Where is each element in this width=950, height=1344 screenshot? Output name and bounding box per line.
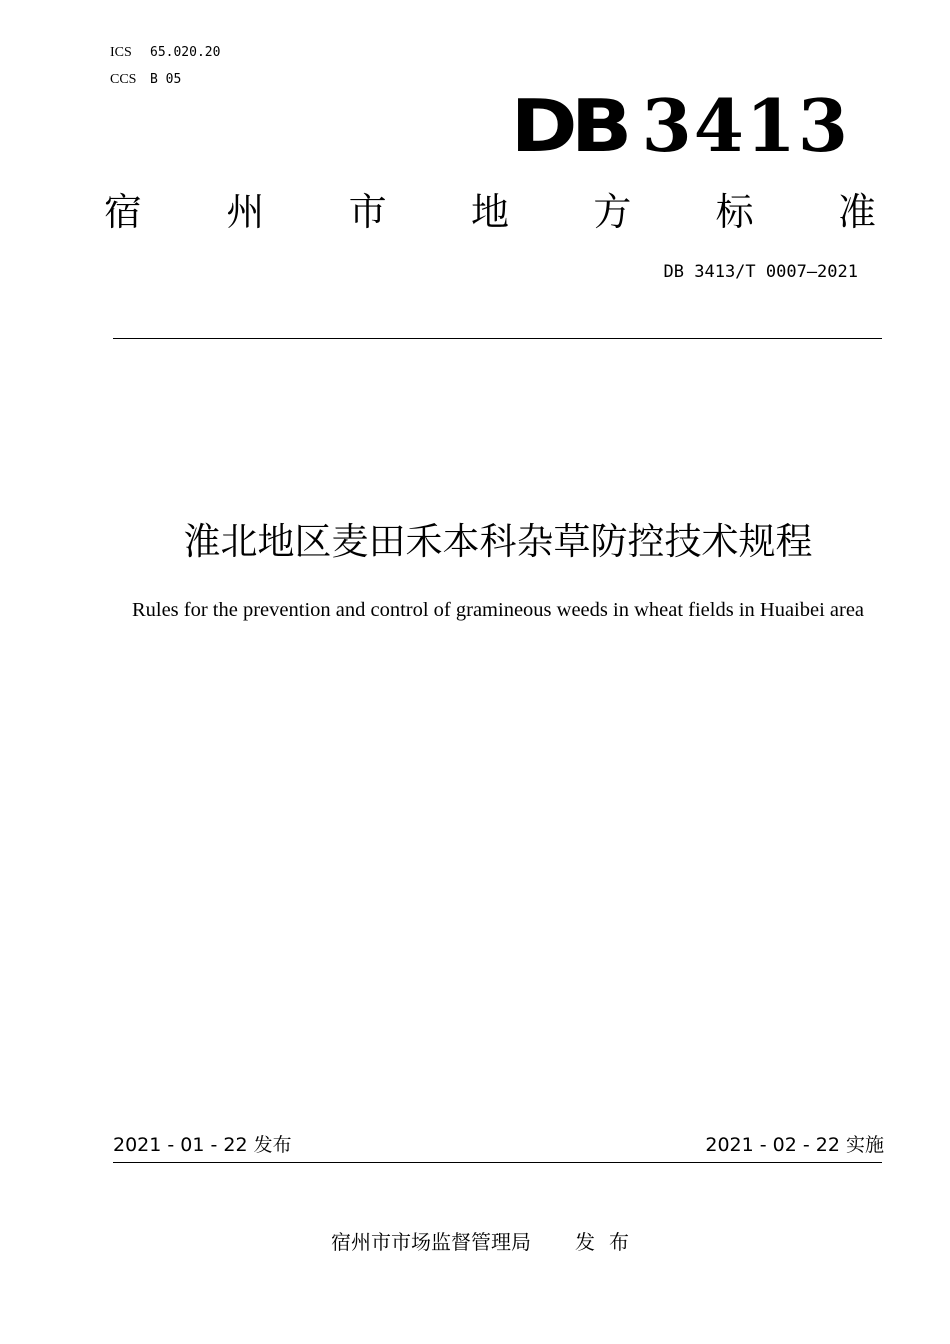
standard-type-char: 地 [470, 189, 509, 234]
ccs-label: CCS [110, 72, 137, 87]
ccs-row [110, 70, 181, 90]
top-divider [113, 338, 882, 339]
standard-type-char: 州 [226, 189, 265, 234]
standard-type-char: 方 [593, 189, 632, 234]
implement-date: 2021 - 02 - 22 实施 [705, 1134, 884, 1156]
standard-type-char: 市 [348, 189, 387, 234]
title-english: Rules for the prevention and control of gramineous weeds in wheat fields in Huaibei area [131, 599, 865, 621]
publish-date: 2021 - 01 - 22 发布 [113, 1134, 292, 1156]
db-code-prefix: DB [510, 84, 626, 168]
issuer [0, 1226, 950, 1258]
issuer-action: 发布 [575, 1230, 643, 1254]
ics-value: 65.020.20 [150, 45, 221, 60]
local-standard-heading [104, 180, 876, 236]
ics-row [110, 43, 220, 63]
issuer-name: 宿州市市场监督管理局 [331, 1230, 531, 1254]
ics-label: ICS [110, 45, 132, 60]
standard-type-char: 宿 [104, 189, 143, 234]
db-code-number: 3413 [641, 83, 850, 168]
bottom-divider [113, 1162, 882, 1163]
standard-number: DB 3413/T 0007—2021 [663, 262, 858, 282]
db-code [510, 78, 850, 168]
ccs-value: B 05 [150, 72, 182, 87]
title-chinese: 淮北地区麦田禾本科杂草防控技术规程 [183, 520, 813, 563]
standard-type-char: 准 [837, 189, 876, 234]
standard-type-char: 标 [715, 189, 754, 234]
